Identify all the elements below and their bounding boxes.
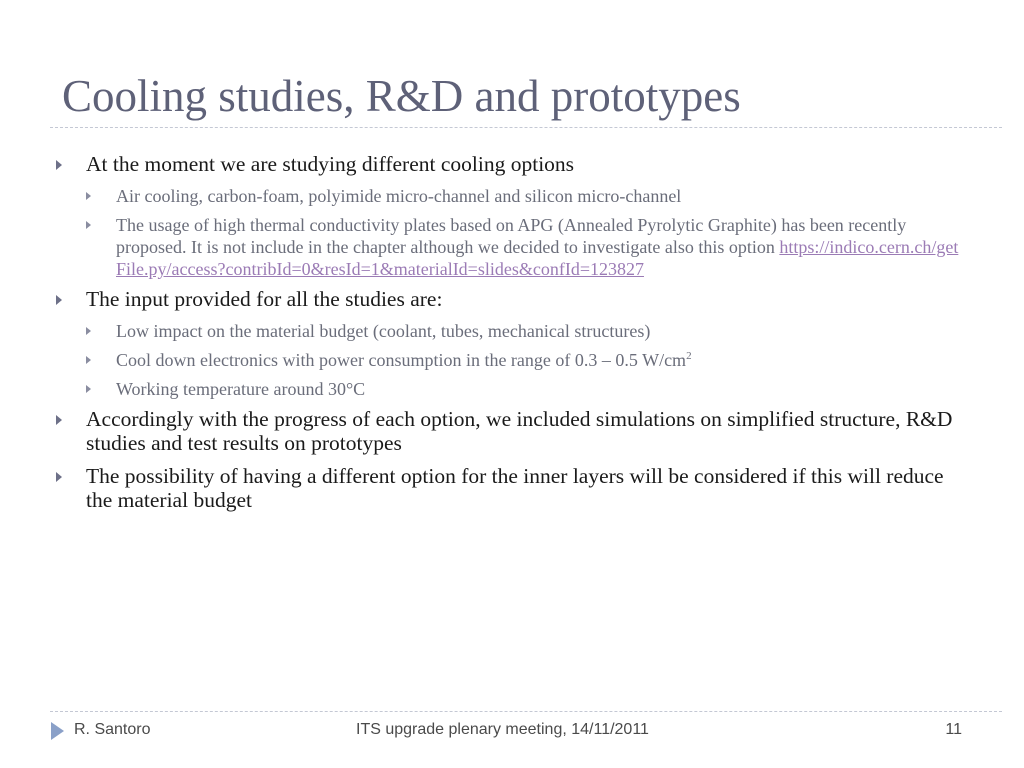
bullet-progress bbox=[56, 407, 962, 455]
slide-title: Cooling studies, R&D and prototypes bbox=[62, 71, 741, 121]
sub-bullet-text: The usage of high thermal conductivity plates based on APG (Annealed Pyrolytic Graphite) has been recently proposed. It is not include in the chapter although we decided to investigate also this option bbox=[116, 215, 907, 257]
bullet-text: Accordingly with the progress of each option, we included simulations on simplified structure, R&D studies and test results on prototypes bbox=[86, 407, 953, 455]
indico-link[interactable]: https://indico.cern.ch/getFile.py/access?contribId=0&resId=1&materialId=slides&confId=123827 bbox=[116, 237, 959, 279]
bullet-arrow-icon bbox=[56, 295, 62, 305]
slide-body bbox=[56, 152, 962, 521]
sub-bullet-text: Cool down electronics with power consumption in the range of 0.3 – 0.5 W/cm bbox=[116, 350, 687, 370]
bullet-inner-layers bbox=[56, 464, 962, 512]
sub-bullet-arrow-icon bbox=[86, 356, 91, 364]
sub-bullet-working-temperature bbox=[86, 378, 962, 400]
footer-author: R. Santoro bbox=[74, 721, 151, 738]
sub-bullet-arrow-icon bbox=[86, 327, 91, 335]
sub-bullet-cooling-types bbox=[86, 185, 962, 207]
sub-bullet-arrow-icon bbox=[86, 385, 91, 393]
sub-bullet-apg-plates bbox=[86, 214, 962, 280]
bullet-arrow-icon bbox=[56, 415, 62, 425]
bullet-input-provided bbox=[56, 287, 962, 311]
sub-bullet-text: Air cooling, carbon-foam, polyimide micro-channel and silicon micro-channel bbox=[116, 186, 682, 206]
footer-divider bbox=[50, 711, 1002, 712]
page-number: 11 bbox=[945, 721, 962, 738]
bullet-arrow-icon bbox=[56, 160, 62, 170]
bullet-cooling-options bbox=[56, 152, 962, 176]
sub-bullet-text: Working temperature around 30°C bbox=[116, 379, 366, 399]
sub-bullet-text: Low impact on the material budget (coolant, tubes, mechanical structures) bbox=[116, 321, 651, 341]
bullet-text: The possibility of having a different option for the inner layers will be considered if this will reduce the material budget bbox=[86, 464, 944, 512]
slide-footer bbox=[0, 718, 1024, 744]
sub-bullet-arrow-icon bbox=[86, 192, 91, 200]
bullet-arrow-icon bbox=[56, 472, 62, 482]
bullet-text: The input provided for all the studies are: bbox=[86, 287, 443, 311]
bullet-text: At the moment we are studying different cooling options bbox=[86, 152, 575, 176]
sub-bullet-power-consumption bbox=[86, 349, 962, 371]
footer-arrow-icon bbox=[51, 722, 64, 740]
title-divider bbox=[50, 127, 1002, 128]
footer-event: ITS upgrade plenary meeting, 14/11/2011 bbox=[356, 721, 649, 738]
sub-bullet-arrow-icon bbox=[86, 221, 91, 229]
sub-bullet-material-budget bbox=[86, 320, 962, 342]
superscript: 2 bbox=[686, 350, 692, 362]
